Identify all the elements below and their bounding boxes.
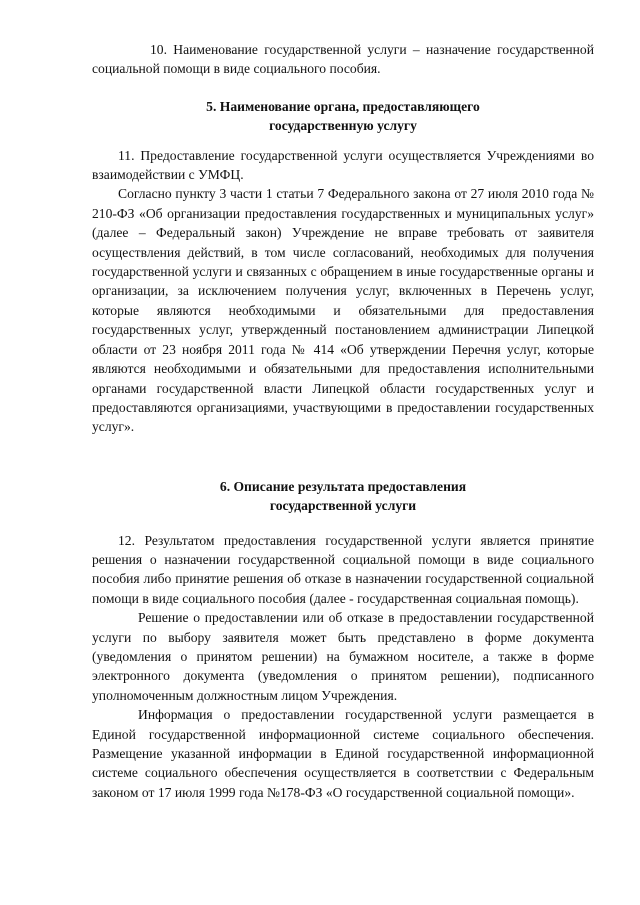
section-6-heading-line2: государственной услуги <box>269 498 417 514</box>
section-6-heading-line1: 6. Описание результата предоставления <box>219 478 467 494</box>
item-11-paragraph: 11. Предоставление государственной услуги осуществляется Учреждениями во взаимодействии с УМФЦ. <box>92 147 594 183</box>
section-5-heading-line2: государственную услугу <box>269 118 417 134</box>
section-5-heading-line1: 5. Наименование органа, предоставляющего <box>206 98 480 114</box>
information-paragraph: Информация о предоставлении государственной услуги размещается в Единой государственной информационной системе социального обеспечения. Размещение указанной информации в Единой государственной информационной системе социального обеспечения осуществляется в соответствии с Федеральным законом от 17 июля 1999 года №178-ФЗ «О государственной социальной помощи». <box>92 707 594 800</box>
section-6-heading <box>92 477 594 516</box>
section-5-heading <box>92 97 594 136</box>
item-10-paragraph: 10. Наименование государственной услуги – назначение государственной социальной помощи в виде социального пособия. <box>92 42 594 77</box>
decision-paragraph: Решение о предоставлении или об отказе в предоставлении государственной услуги по выбору заявителя может быть представлено в форме документа (уведомления о принятом решении) на бумажном носителе, а также в форме электронного документа (уведомления о принятом решении), подписанного уполномоченным должностным лицом Учреждения. <box>92 610 594 703</box>
document-page <box>92 40 594 802</box>
item-12-paragraph: 12. Результатом предоставления государственной услуги является принятие решения о назначении государственной социальной помощи в виде социального пособия либо принятие решения об отказе в назначении государственной социальной помощи в виде социального пособия (далее - государственная социальная помощь). <box>92 532 594 606</box>
federal-law-paragraph: Согласно пункту 3 части 1 статьи 7 Федерального закона от 27 июля 2010 года № 210-ФЗ «Об организации предоставления государственных и муниципальных услуг» (далее – Федеральный закон) Учреждение не вправе требовать от заявителя осуществления действий, в том числе согласований, необходимых для получения государственной услуги и связанных с обращением в иные государственные органы и организации, за исключением получения услуг, включенных в Перечень услуг, которые являются необходимыми и обязательными для предоставления государственных услуг, утвержденный постановлением администрации Липецкой области от 23 ноября 2011 года № 414 «Об утверждении Перечня услуг, которые являются необходимыми и обязательными для предоставления исполнительными органами государственной власти Липецкой области государственных услуг и предоставляются организациями, участвующими в предоставлении государственных услуг». <box>92 186 594 435</box>
